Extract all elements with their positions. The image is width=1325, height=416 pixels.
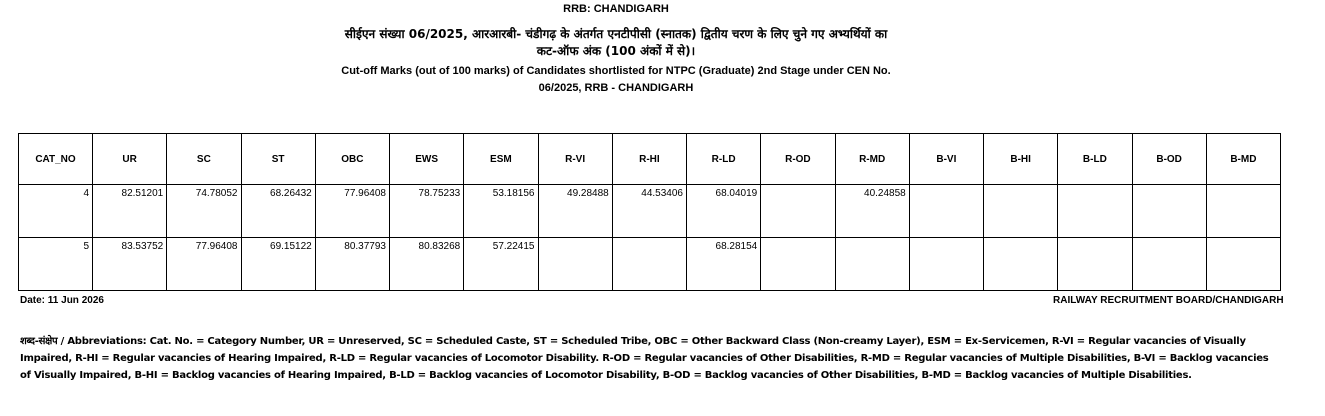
column-header-r-ld: R-LD [687,134,761,185]
table-cell: 80.83268 [390,238,464,291]
table-cell: 49.28488 [538,185,612,238]
table-cell [1132,185,1206,238]
table-cell: 5 [19,238,93,291]
column-header-ur: UR [93,134,167,185]
table-cell [984,238,1058,291]
column-header-sc: SC [167,134,241,185]
table-cell: 78.75233 [390,185,464,238]
table-cell [538,238,612,291]
cutoff-marks-table [18,133,1281,291]
column-header-b-ld: B-LD [1058,134,1132,185]
table-cell: 4 [19,185,93,238]
table-cell: 69.15122 [241,238,315,291]
table-cell: 77.96408 [167,238,241,291]
table-cell [1058,238,1132,291]
hindi-title-line-2: कट-ऑफ अंक (100 अंकों में से)। [536,44,696,58]
column-header-st: ST [241,134,315,185]
table-cell: 68.26432 [241,185,315,238]
table-row [19,185,1281,238]
table-cell: 80.37793 [315,238,389,291]
table-cell [909,238,983,291]
table-cell: 74.78052 [167,185,241,238]
english-title-line-1: Cut-off Marks (out of 100 marks) of Candidates shortlisted for NTPC (Graduate) 2nd Stage under CEN No. [341,65,891,77]
column-header-r-vi: R-VI [538,134,612,185]
table-cell: 68.28154 [687,238,761,291]
table-cell [909,185,983,238]
table-cell [835,238,909,291]
hindi-title-line-1: सीईएन संख्या 06/2025, आरआरबी- चंडीगढ़ के अंतर्गत एनटीपीसी (स्नातक) द्वितीय चरण के लिए चुने गए अभ्यर्थियों का [344,27,888,41]
table-cell [1132,238,1206,291]
table-cell: 57.22415 [464,238,538,291]
column-header-b-od: B-OD [1132,134,1206,185]
table-cell: 83.53752 [93,238,167,291]
column-header-r-od: R-OD [761,134,835,185]
english-title-line-2: 06/2025, RRB - CHANDIGARH [538,82,694,94]
column-header-r-md: R-MD [835,134,909,185]
table-cell [761,185,835,238]
table-header-row [19,134,1281,185]
table-cell: 53.18156 [464,185,538,238]
column-header-r-hi: R-HI [612,134,686,185]
column-header-b-hi: B-HI [984,134,1058,185]
table-cell [761,238,835,291]
column-header-obc: OBC [315,134,389,185]
table-cell [1206,185,1280,238]
column-header-cat-no: CAT_NO [19,134,93,185]
column-header-ews: EWS [390,134,464,185]
table-cell: 82.51201 [93,185,167,238]
column-header-esm: ESM [464,134,538,185]
table-cell [612,238,686,291]
table-row [19,238,1281,291]
board-name: RRB: CHANDIGARH [563,3,669,15]
issue-date: Date: 11 Jun 2026 [20,295,104,306]
column-header-b-vi: B-VI [909,134,983,185]
table-cell: 68.04019 [687,185,761,238]
table-cell [1058,185,1132,238]
table-cell: 44.53406 [612,185,686,238]
table-cell [984,185,1058,238]
column-header-b-md: B-MD [1206,134,1280,185]
table-cell: 40.24858 [835,185,909,238]
table-cell [1206,238,1280,291]
abbreviations-note: शब्द-संक्षेप / Abbreviations: Cat. No. = Category Number, UR = Unreserved, SC = Scheduled Caste, ST = Scheduled Tribe, OBC = Other Backward Class (Non-creamy Layer), ESM = Ex-Servicemen, R-VI = Regular vacancies of Visually Impaired, R-HI = Regular vacancies of Hearing Impaired, R-LD = Regular vacancies of Locomotor Disability. R-OD = Regular vacancies of Other Disabilities, R-MD = Regular vacancies of Multiple Disabilities, B-VI = Backlog vacancies of Visually Impaired, B-HI = Backlog vacancies of Hearing Impaired, B-LD = Backlog vacancies of Locomotor Disability, B-OD = Backlog vacancies of Other Disabilities, B-MD = Backlog vacancies of Multiple Disabilities. [20,336,1269,381]
table-cell: 77.96408 [315,185,389,238]
signatory: RAILWAY RECRUITMENT BOARD/CHANDIGARH [1053,295,1284,306]
